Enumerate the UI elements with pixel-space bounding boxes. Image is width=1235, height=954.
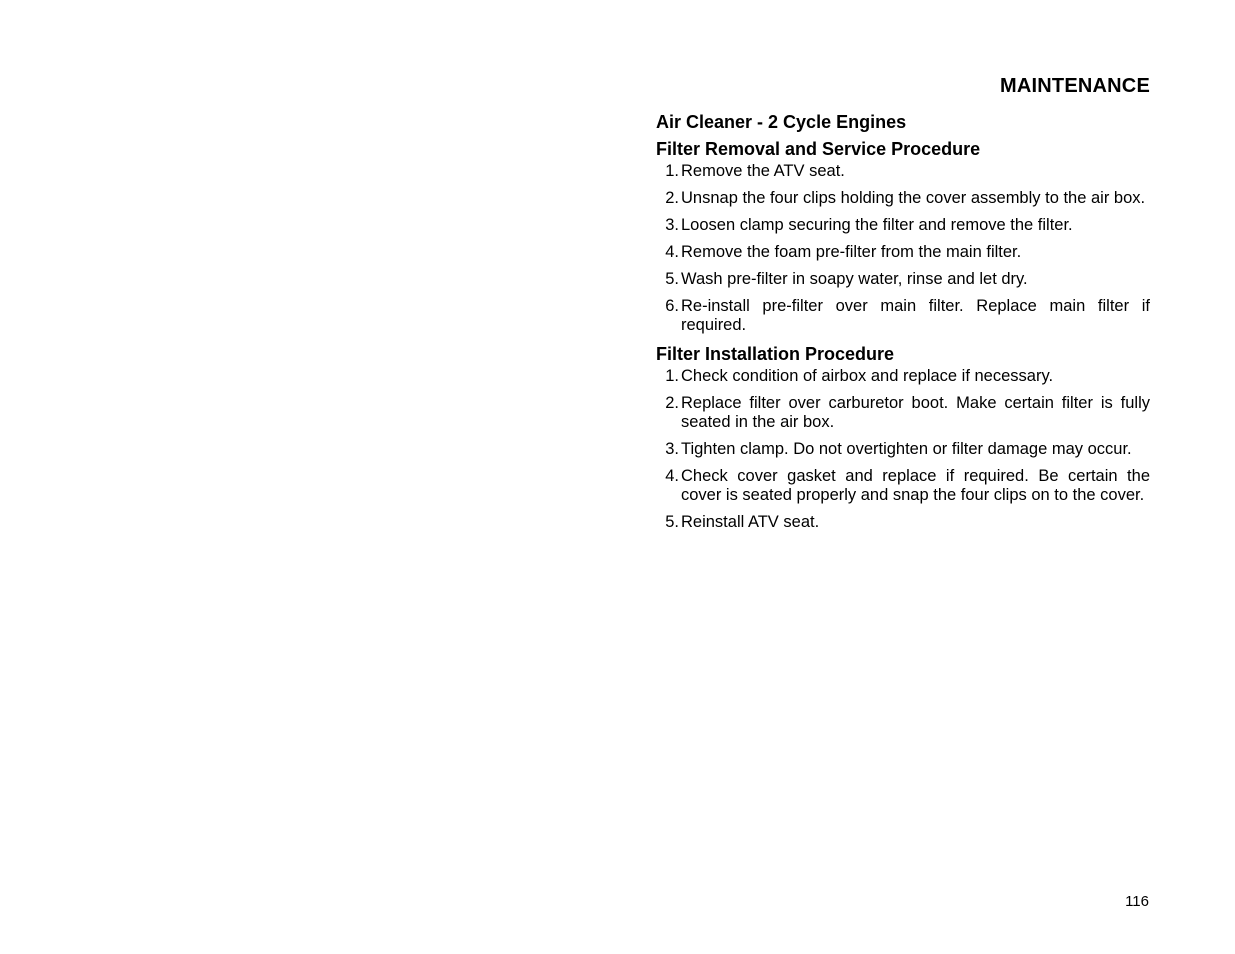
step-number: 5.: [665, 270, 679, 288]
removal-steps-list: [656, 162, 1150, 335]
step-text: Remove the foam pre-filter from the main filter.: [681, 243, 1022, 261]
step-number: 3.: [665, 440, 679, 458]
step-number: 4.: [665, 243, 679, 261]
step-number: 2.: [665, 189, 679, 207]
step-text: Replace filter over carburetor boot. Make certain filter is fully seated in the air box.: [681, 394, 1150, 431]
step-number: 2.: [665, 394, 679, 412]
step-text: Re-install pre-filter over main filter. Replace main filter if required.: [681, 297, 1150, 334]
page-number: 116: [1125, 893, 1149, 910]
list-item: [656, 216, 1150, 235]
list-item: [656, 270, 1150, 289]
step-number: 6.: [665, 297, 679, 315]
installation-steps-list: [656, 367, 1150, 532]
list-item: [656, 513, 1150, 532]
removal-procedure-title: Filter Removal and Service Procedure: [656, 139, 981, 159]
list-item: [656, 467, 1150, 505]
list-item: [656, 162, 1150, 181]
step-text: Tighten clamp. Do not overtighten or filter damage may occur.: [681, 440, 1132, 458]
page-title: MAINTENANCE: [1000, 75, 1150, 97]
step-text: Remove the ATV seat.: [681, 162, 845, 180]
list-item: [656, 367, 1150, 386]
step-text: Check condition of airbox and replace if necessary.: [681, 367, 1054, 385]
step-number: 1.: [665, 162, 679, 180]
section-title: Air Cleaner - 2 Cycle Engines: [656, 112, 907, 132]
list-item: [656, 243, 1150, 262]
step-text: Unsnap the four clips holding the cover assembly to the air box.: [681, 189, 1146, 207]
step-text: Loosen clamp securing the filter and remove the filter.: [681, 216, 1073, 234]
list-item: [656, 297, 1150, 335]
step-number: 1.: [665, 367, 679, 385]
step-text: Check cover gasket and replace if required. Be certain the cover is seated properly and snap the four clips on to the cover.: [681, 467, 1150, 504]
list-item: [656, 189, 1150, 208]
step-number: 3.: [665, 216, 679, 234]
main-content: [656, 111, 1150, 540]
list-item: [656, 440, 1150, 459]
step-number: 4.: [665, 467, 679, 485]
step-text: Reinstall ATV seat.: [681, 513, 820, 531]
step-number: 5.: [665, 513, 679, 531]
step-text: Wash pre-filter in soapy water, rinse and let dry.: [681, 270, 1028, 288]
list-item: [656, 394, 1150, 432]
installation-procedure-title: Filter Installation Procedure: [656, 344, 895, 364]
